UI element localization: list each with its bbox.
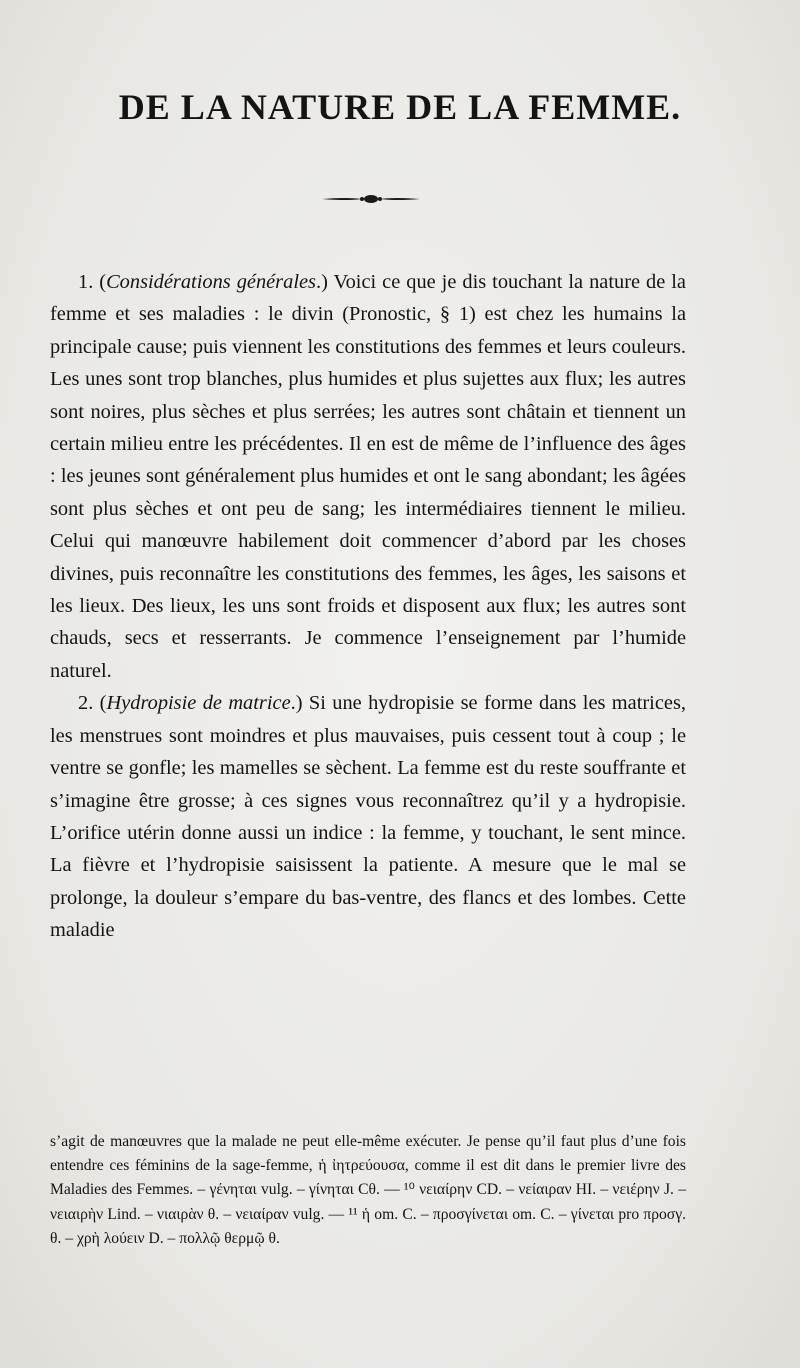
heading-close: .): [315, 271, 328, 293]
paragraph-text: Voici ce que je dis touchant la nature de la femme et ses maladies : le divin (Pronostic, § 1) est chez les humains la principale cause; puis viennent les constitutions des femmes et leurs couleurs. Les unes sont trop blanches, plus humides et plus sujettes aux flux; les autres sont noires, plus sèches et plus serrées; les autres sont châtain et tiennent un certain milieu entre les précédentes. Il en est de même de l’influence des âges : les jeunes sont généralement plus humides et ont le sang abondant; les âgées sont plus sèches et ont peu de sang; les intermédiaires tiennent le milieu. Celui qui manœuvre habilement doit commencer d’abord par les choses divines, puis reconnaître les constitutions des femmes, les âges, les saisons et les lieux. Des lieux, les uns sont froids et disposent aux flux; les autres sont chauds, secs et resserrants. Je commence l’enseignement par l’humide naturel.: [50, 271, 686, 682]
paragraph-2: [50, 687, 686, 946]
paragraph-number: 1. (: [78, 271, 107, 293]
paragraph-1: [50, 266, 686, 687]
footnotes: [50, 1130, 686, 1251]
main-text: [50, 266, 686, 947]
heading-close: .): [290, 692, 303, 715]
page-title: DE LA NATURE DE LA FEMME.: [118, 87, 682, 127]
paragraph-text: Si une hydropisie se forme dans les matrices, les menstrues sont moindres et plus mauvaises, puis cessent tout à coup ; le ventre se gonfle; les mamelles se sèchent. La femme est du reste souffrante et s’imagine être grosse; à ces signes vous reconnaîtrez qu’il y a hydropisie. L’orifice utérin donne aussi un indice : la femme, y touchant, le sent mince. La fièvre et l’hydropisie saisissent la patiente. A mesure que le mal se prolonge, la douleur s’empare du bas-ventre, des flancs et des lombes. Cette maladie: [50, 692, 686, 942]
section-heading: Considérations générales: [106, 271, 316, 293]
ornament-divider-icon: [322, 192, 420, 206]
paragraph-number: 2. (: [78, 692, 107, 715]
section-heading: Hydropisie de matrice: [106, 692, 291, 715]
footnote-text: s’agit de manœuvres que la malade ne peut elle-même exécuter. Je pense qu’il faut plus d’une fois entendre ces féminins de la sage-femme, ἡ ἰητρεύουσα, comme il est dit dans le premier livre des Maladies des Femmes. – γένηται vulg. – γίνηται Cθ. — ¹⁰ νειαίρην CD. – νείαιραν HI. – νειέρην J. – νειαιρὴν Lind. – νιαιρὰν θ. – νειαίραν vulg. — ¹¹ ἡ om. C. – προσγίνεται om. C. – γίνεται pro προσγ. θ. – χρὴ λούειν D. – πολλῷ θερμῷ θ.: [50, 1133, 686, 1247]
